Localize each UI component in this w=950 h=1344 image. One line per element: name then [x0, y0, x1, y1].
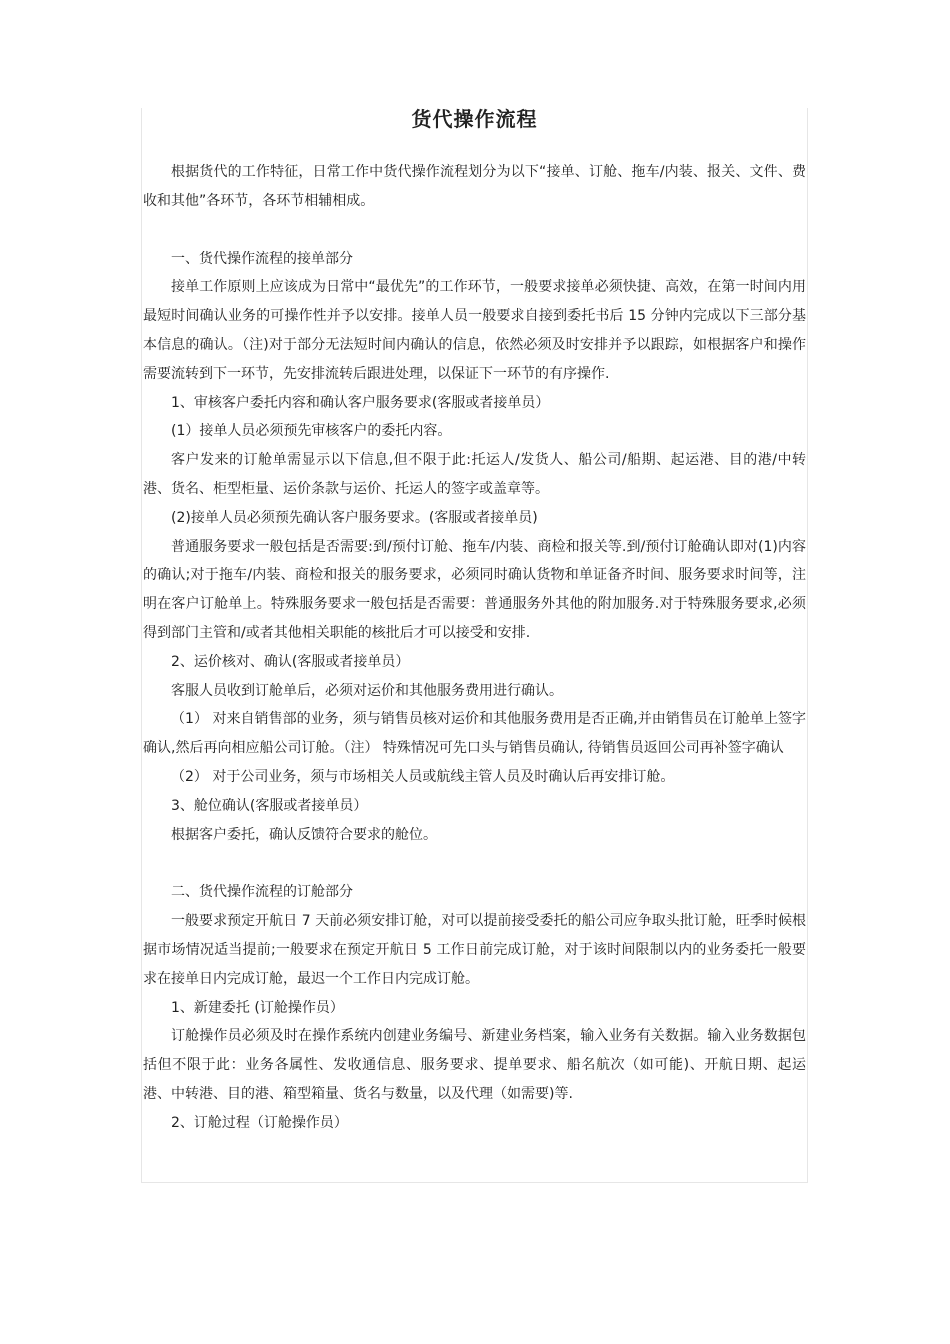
paragraph: 根据客户委托，确认反馈符合要求的舱位。: [171, 826, 437, 843]
subsection-heading: 2、运价核对、确认(客服或者接单员）: [171, 653, 410, 670]
paragraph: 客户发来的订舱单需显示以下信息,但不限于此:托运人/发货人、船公司/船期、起运港、目的港/中转港、货名、柜型柜量、运价条款与运价、托运人的签字或盖章等。: [143, 452, 806, 497]
paragraph: 客服人员收到订舱单后，必须对运价和其他服务费用进行确认。: [171, 682, 563, 699]
paragraph: (2)接单人员必须预先确认客户服务要求。(客服或者接单员): [171, 509, 538, 526]
document-body: [143, 104, 806, 1138]
paragraph: 订舱操作员必须及时在操作系统内创建业务编号、新建业务档案，输入业务有关数据。输入业务数据包括但不限于此：业务各属性、发收通信息、服务要求、提单要求、船名航次（如可能)、开航日期、起运港、中转港、目的港、箱型箱量、货名与数量，以及代理（如需要)等.: [143, 1028, 806, 1102]
intro-paragraph: 根据货代的工作特征，日常工作中货代操作流程划分为以下“接单、订舱、拖车/内装、报关、文件、费收和其他”各环节，各环节相辅相成。: [143, 164, 806, 209]
paragraph: (1）接单人员必须预先审核客户的委托内容。: [171, 423, 452, 440]
subsection-heading: 2、订舱过程（订舱操作员）: [171, 1114, 348, 1131]
paragraph: 接单工作原则上应该成为日常中“最优先”的工作环节，一般要求接单必须快捷、高效，在第一时间内用最短时间确认业务的可操作性并予以安排。接单人员一般要求自接到委托书后 15 分钟内完成以下三部分基本信息的确认。（注)对于部分无法短时间内确认的信息，依然必须及时安排并予以跟踪，如根据客户和操作需要流转到下一环节，先安排流转后跟进处理，以保证下一环节的有序操作.: [143, 279, 806, 382]
blank-line: [143, 216, 806, 245]
subsection-heading: 1、新建委托 (订舱操作员）: [171, 999, 344, 1016]
section-heading-2: 二、货代操作流程的订舱部分: [171, 884, 353, 901]
paragraph: （1） 对来自销售部的业务，须与销售员核对运价和其他服务费用是否正确,并由销售员在订舱单上签字确认,然后再向相应船公司订舱。（注） 特殊情况可先口头与销售员确认, 待销售员返回公司再补签字确认: [143, 711, 806, 757]
section-heading-1: 一、货代操作流程的接单部分: [171, 250, 353, 267]
subsection-heading: 1、审核客户委托内容和确认客户服务要求(客服或者接单员）: [171, 394, 550, 411]
paragraph: 普通服务要求一般包括是否需要:到/预付订舱、拖车/内装、商检和报关等.到/预付订舱确认即对(1)内容的确认;对于拖车/内装、商检和报关的服务要求，必须同时确认货物和单证备齐时间、服务要求时间等，注明在客户订舱单上。特殊服务要求一般包括是否需要：普通服务外其他的附加服务.对于特殊服务要求,必须得到部门主管和/或者其他相关职能的核批后才可以接受和安排.: [143, 538, 806, 641]
paragraph: 一般要求预定开航日 7 天前必须安排订舱，对可以提前接受委托的船公司应争取头批订舱，旺季时候根据市场情况适当提前;一般要求在预定开航日 5 工作日前完成订舱，对于该时间限制以内的业务委托一般要求在接单日内完成订舱，最迟一个工作日内完成订舱。: [143, 913, 806, 987]
paragraph: （2） 对于公司业务，须与市场相关人员或航线主管人员及时确认后再安排订舱。: [171, 768, 675, 785]
blank-line: [143, 849, 806, 878]
subsection-heading: 3、舱位确认(客服或者接单员）: [171, 797, 368, 814]
document-title: 货代操作流程: [411, 107, 538, 131]
